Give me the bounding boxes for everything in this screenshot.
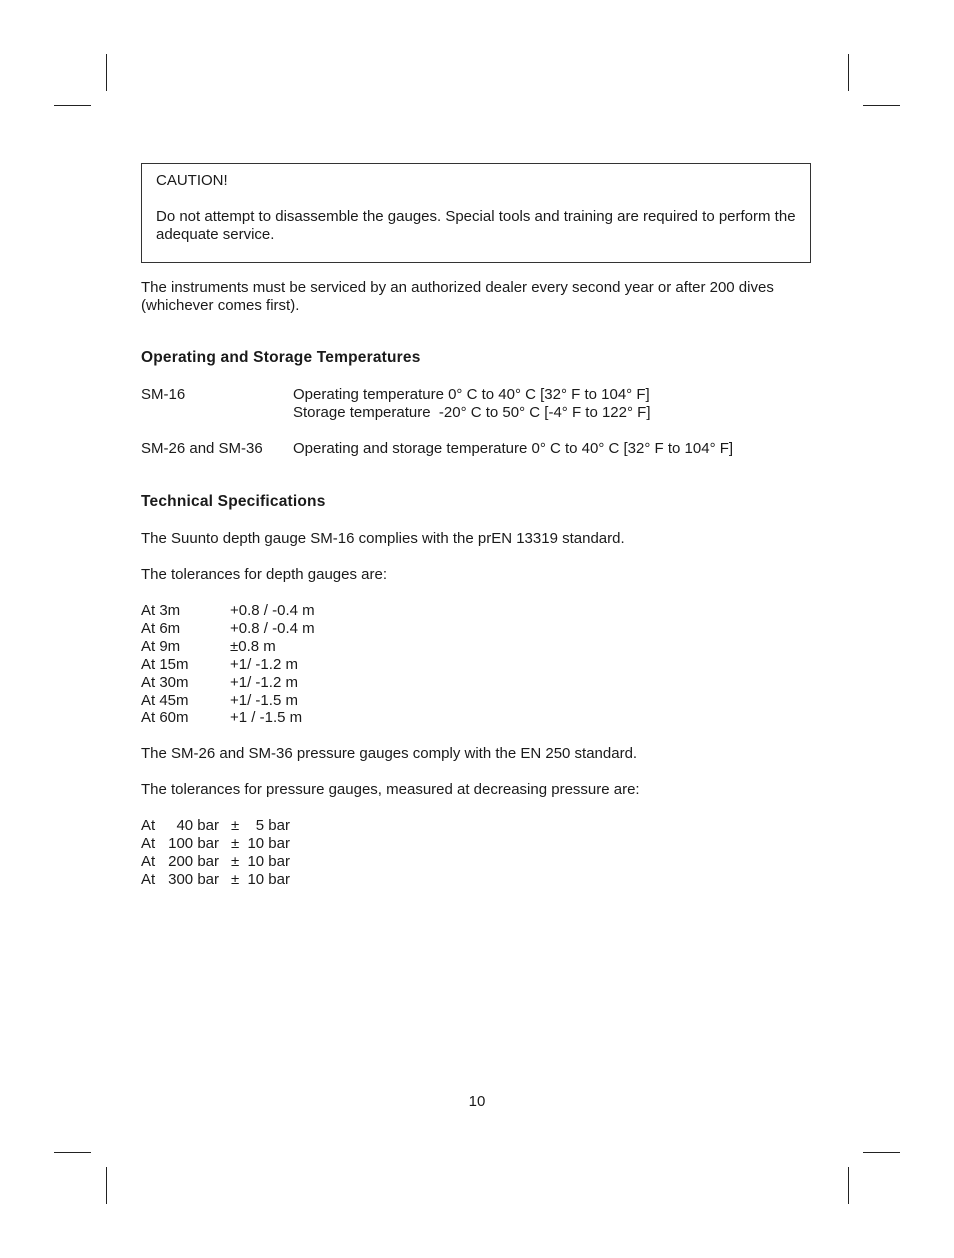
specs-heading: Technical Specifications — [141, 493, 326, 510]
depth-label: At 3m — [141, 602, 181, 619]
depth-standard: The Suunto depth gauge SM-16 complies with the prEN 13319 standard. — [141, 530, 625, 547]
depth-tolerance: +1/ -1.5 m — [230, 692, 298, 709]
crop-mark — [848, 1167, 849, 1204]
pressure-intro: The tolerances for pressure gauges, measured at decreasing pressure are: — [141, 781, 640, 798]
pressure-at: At — [141, 853, 156, 870]
caution-box — [141, 163, 811, 263]
crop-mark — [863, 1152, 900, 1153]
depth-tolerance: +1/ -1.2 m — [230, 656, 298, 673]
depth-tolerance: +1 / -1.5 m — [230, 709, 303, 726]
pressure-tolerance: 5 bar — [255, 817, 290, 834]
pressure-tolerance: 10 bar — [247, 871, 290, 888]
depth-label: At 60m — [141, 709, 189, 726]
crop-mark — [106, 1167, 107, 1204]
pressure-standard: The SM-26 and SM-36 pressure gauges comply with the EN 250 standard. — [141, 745, 638, 762]
pressure-value: 40 bar — [176, 817, 219, 834]
crop-mark — [848, 54, 849, 91]
temp-model-sm26-sm36: SM-26 and SM-36 — [141, 440, 263, 457]
depth-intro: The tolerances for depth gauges are: — [141, 566, 387, 583]
plus-minus: ± — [231, 871, 240, 888]
temp-line: Storage temperature -20° C to 50° C [-4° F to 122° F] — [293, 404, 651, 421]
pressure-at: At — [141, 871, 156, 888]
pressure-tolerance: 10 bar — [247, 835, 290, 852]
pressure-tolerance: 10 bar — [247, 853, 290, 870]
pressure-at: At — [141, 817, 156, 834]
depth-tolerance: +0.8 / -0.4 m — [230, 620, 315, 637]
temp-line: Operating and storage temperature 0° C to 40° C [32° F to 104° F] — [293, 440, 734, 457]
crop-mark — [863, 105, 900, 106]
crop-mark — [54, 105, 91, 106]
temp-model-sm16: SM-16 — [141, 386, 186, 403]
depth-tolerance: ±0.8 m — [230, 638, 276, 655]
page-number: 10 — [468, 1093, 486, 1110]
depth-label: At 15m — [141, 656, 189, 673]
depth-tolerance: +0.8 / -0.4 m — [230, 602, 315, 619]
depth-tolerance: +1/ -1.2 m — [230, 674, 298, 691]
crop-mark — [54, 1152, 91, 1153]
crop-mark — [106, 54, 107, 91]
depth-label: At 9m — [141, 638, 181, 655]
temps-heading: Operating and Storage Temperatures — [141, 349, 421, 366]
temp-line: Operating temperature 0° C to 40° C [32° F to 104° F] — [293, 386, 650, 403]
service-note: The instruments must be serviced by an authorized dealer every second year or after 200 dives (whichever comes first). — [141, 279, 774, 314]
plus-minus: ± — [231, 853, 240, 870]
caution-title: CAUTION! — [156, 172, 228, 189]
depth-label: At 6m — [141, 620, 181, 637]
pressure-at: At — [141, 835, 156, 852]
caution-body: Do not attempt to disassemble the gauges. Special tools and training are required to perform the adequate service. — [156, 208, 796, 243]
depth-label: At 30m — [141, 674, 189, 691]
depth-label: At 45m — [141, 692, 189, 709]
pressure-value: 300 bar — [168, 871, 219, 888]
pressure-value: 100 bar — [168, 835, 219, 852]
plus-minus: ± — [231, 835, 240, 852]
pressure-value: 200 bar — [168, 853, 219, 870]
plus-minus: ± — [231, 817, 240, 834]
